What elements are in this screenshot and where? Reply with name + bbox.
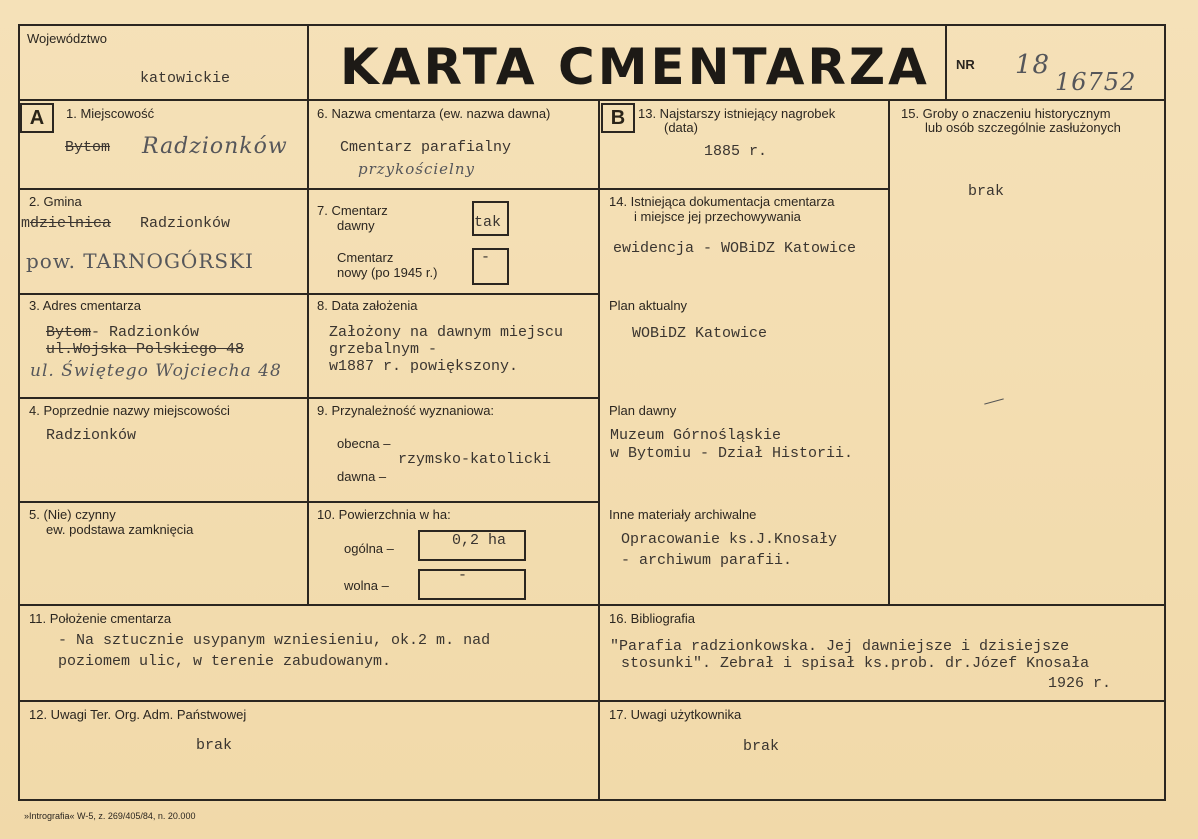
field-15-pen-mark xyxy=(984,398,1004,404)
frame-bottom xyxy=(18,799,1166,801)
field-2-prefix: m xyxy=(21,215,31,232)
nr-label: NR xyxy=(956,57,975,72)
nr-handwritten-2: 16752 xyxy=(1055,68,1137,96)
header-sep-1 xyxy=(307,24,309,101)
printer-footer: »Intrografia« W-5, z. 269/405/84, n. 20.000 xyxy=(24,811,196,821)
field-12-label: 12. Uwagi Ter. Org. Adm. Państwowej xyxy=(29,707,247,722)
section-b-badge: B xyxy=(601,103,635,133)
field-7-label-c: Cmentarz xyxy=(337,250,394,265)
field-6-label: 6. Nazwa cmentarza (ew. nazwa dawna) xyxy=(317,106,551,121)
field-2-handwritten-value: pow. TARNOGÓRSKI xyxy=(26,249,254,273)
cmentarz-nowy-box xyxy=(472,248,509,285)
inne-materialy-line-2: - archiwum parafii. xyxy=(621,552,793,569)
wolna-value: - xyxy=(458,567,468,584)
plan-dawny-label: Plan dawny xyxy=(609,403,677,418)
wojewodztwo-label: Województwo xyxy=(27,31,107,46)
field-10-label: 10. Powierzchnia w ha: xyxy=(317,507,451,522)
col-sep-2 xyxy=(598,99,600,801)
field-3-line-1: - Radzionków xyxy=(91,324,200,341)
row-line-6 xyxy=(18,700,1166,702)
field-11-label: 11. Położenie cmentarza xyxy=(29,611,172,626)
field-1-label: 1. Miejscowość xyxy=(66,106,155,121)
field-13-value: 1885 r. xyxy=(704,143,768,160)
nr-handwritten-1: 18 xyxy=(1015,50,1051,80)
row-line-3 xyxy=(18,397,600,399)
field-3-handwritten-value: ul. Świętego Wojciecha 48 xyxy=(30,361,282,381)
field-3-struck-value: Bytom xyxy=(46,324,92,341)
field-4-label: 4. Poprzednie nazwy miejscowości xyxy=(29,403,230,418)
wolna-box xyxy=(418,569,526,600)
field-1-handwritten-value: Radzionków xyxy=(142,134,288,159)
field-9-label: 9. Przynależność wyznaniowa: xyxy=(317,403,495,418)
field-2-struck-value: dzielnica xyxy=(30,215,112,232)
field-17-label: 17. Uwagi użytkownika xyxy=(609,707,742,722)
wojewodztwo-value: katowickie xyxy=(140,70,231,87)
field-5-sublabel: ew. podstawa zamknięcia xyxy=(46,522,194,537)
inne-materialy-label: Inne materiały archiwalne xyxy=(609,507,757,522)
field-7-label-b: dawny xyxy=(337,218,375,233)
inne-materialy-line-1: Opracowanie ks.J.Knosały xyxy=(621,531,838,548)
row-line-2 xyxy=(18,293,600,295)
field-17-value: brak xyxy=(743,738,780,755)
col-sep-3 xyxy=(888,99,890,606)
row-line-1b xyxy=(598,188,890,190)
field-8-label: 8. Data założenia xyxy=(317,298,418,313)
field-8-line-3: w1887 r. powiększony. xyxy=(329,358,519,375)
plan-aktualny-label: Plan aktualny xyxy=(609,298,688,313)
field-15-label-b: lub osób szczególnie zasłużonych xyxy=(925,120,1121,135)
section-a-badge: A xyxy=(20,103,54,133)
field-1-struck-value: Bytom xyxy=(65,139,111,156)
dawna-label: dawna – xyxy=(337,469,387,484)
field-16-line-3: 1926 r. xyxy=(1048,675,1112,692)
field-11-line-1: - Na sztucznie usypanym wzniesieniu, ok.2 m. nad xyxy=(58,632,491,649)
field-6-handwritten-value: przykościelny xyxy=(358,160,475,178)
field-8-line-1: Założony na dawnym miejscu xyxy=(329,324,564,341)
field-12-value: brak xyxy=(196,737,233,754)
field-8-line-2: grzebalnym - xyxy=(329,341,438,358)
col-sep-1 xyxy=(307,99,309,606)
row-line-5 xyxy=(18,604,1166,606)
field-16-line-2: stosunki". Zebrał i spisał ks.prob. dr.Józef Knosała xyxy=(621,655,1090,672)
obecna-label: obecna – xyxy=(337,436,391,451)
field-7-label-a: 7. Cmentarz xyxy=(317,203,388,218)
header-divider xyxy=(18,99,1166,101)
field-2-label: 2. Gmina xyxy=(29,194,82,209)
plan-aktualny-value: WOBiDZ Katowice xyxy=(632,325,768,342)
plan-dawny-line-2: w Bytomiu - Dział Historii. xyxy=(610,445,854,462)
field-6-value: Cmentarz parafialny xyxy=(340,139,512,156)
cmentarz-nowy-value: - xyxy=(481,249,491,266)
row-line-1 xyxy=(18,188,600,190)
field-4-value: Radzionków xyxy=(46,427,137,444)
field-13-label-a: 13. Najstarszy istniejący nagrobek xyxy=(638,106,836,121)
wolna-label: wolna – xyxy=(344,578,389,593)
field-13-label-b: (data) xyxy=(664,120,698,135)
card-title: KARTA CMENTARZA xyxy=(340,38,930,96)
ogolna-value: 0,2 ha xyxy=(452,532,507,549)
field-3-line-2: ul.Wojska Polskiego 48 xyxy=(46,341,245,358)
field-14-label-b: i miejsce jej przechowywania xyxy=(634,209,801,224)
header-sep-2 xyxy=(945,24,947,101)
frame-left xyxy=(18,24,20,801)
field-3-label: 3. Adres cmentarza xyxy=(29,298,141,313)
field-15-label-a: 15. Groby o znaczeniu historycznym xyxy=(901,106,1111,121)
field-16-line-1: "Parafia radzionkowska. Jej dawniejsze i dzisiejsze xyxy=(610,638,1070,655)
ogolna-label: ogólna – xyxy=(344,541,394,556)
field-14-value: ewidencja - WOBiDZ Katowice xyxy=(613,240,857,257)
field-11-line-2: poziomem ulic, w terenie zabudowanym. xyxy=(58,653,392,670)
field-2-value: Radzionków xyxy=(140,215,231,232)
obecna-value: rzymsko-katolicki xyxy=(398,451,552,468)
cmentarz-dawny-value: tak xyxy=(474,214,502,231)
frame-top xyxy=(18,24,1166,26)
field-14-label-a: 14. Istniejąca dokumentacja cmentarza xyxy=(609,194,835,209)
frame-right xyxy=(1164,24,1166,801)
field-7-label-d: nowy (po 1945 r.) xyxy=(337,265,438,280)
plan-dawny-line-1: Muzeum Górnośląskie xyxy=(610,427,782,444)
row-line-4 xyxy=(18,501,600,503)
field-5-label: 5. (Nie) czynny xyxy=(29,507,116,522)
field-16-label: 16. Bibliografia xyxy=(609,611,695,626)
field-15-value: brak xyxy=(968,183,1005,200)
